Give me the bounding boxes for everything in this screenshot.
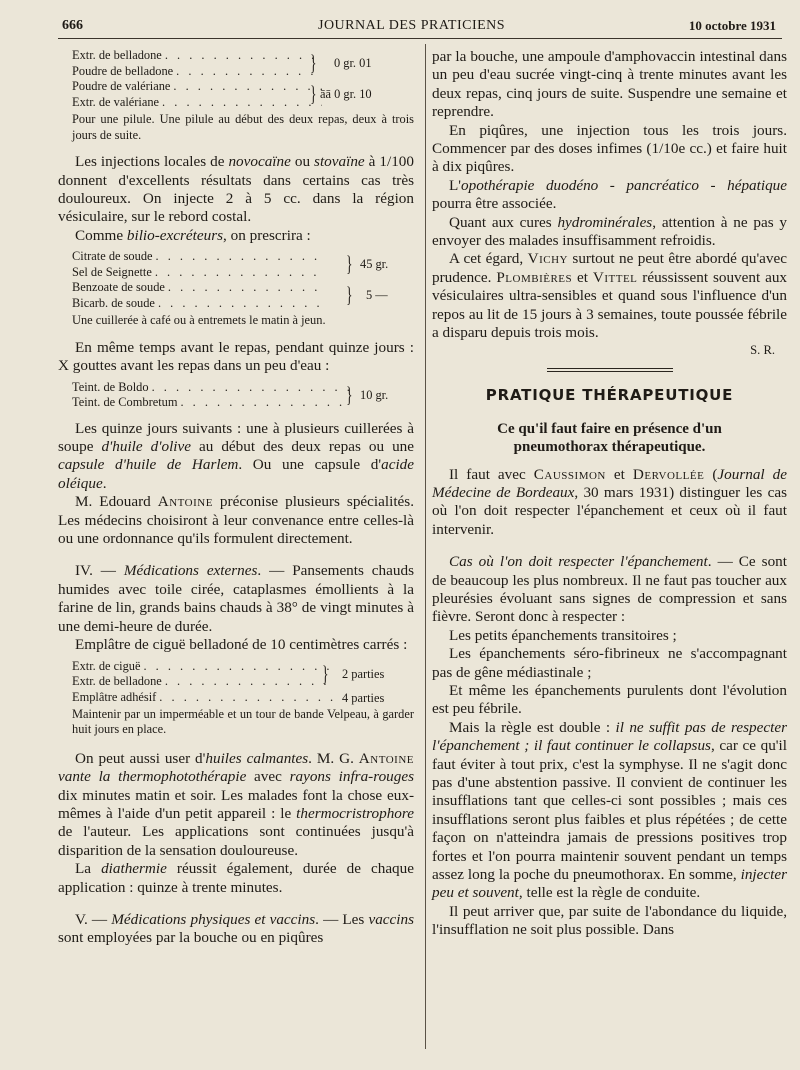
article-title: Ce qu'il faut faire en présence d'un pneumothorax thérapeutique.: [497, 420, 722, 455]
rx-dose: āā 0 gr. 10: [320, 87, 372, 101]
rx-item: Bicarb. de soude: [72, 296, 155, 310]
section-iv: IV. — Médications externes. — Pansements chauds humides avec toile cirée, cataplasmes émollients à la farine de lin, grands bains chauds à 38° de vingt minutes à une demi-heure de durée.: [58, 562, 414, 635]
paragraph: Les quinze jours suivants : une à plusieurs cuillerées à soupe d'huile d'olive au début des deux repas ou une capsule d'huile de Harlem. Ou une capsule d'acide oléique.: [58, 419, 414, 492]
page-number: 666: [62, 18, 83, 33]
brace: }: [310, 81, 317, 106]
rx-note: Maintenir par un imperméable et un tour de bande Velpeau, à garder huit jours en place.: [72, 706, 414, 737]
prescription-salts: [58, 249, 414, 313]
rx-item: Emplâtre adhésif: [72, 689, 157, 704]
paragraph: par la bouche, une ampoule d'amphovaccin intestinal dans un peu d'eau sucrée vingt-cinq à trente minutes avant les deux repas, cinq jours de suite. Suspendre une semaine et reprendre.: [432, 48, 787, 121]
paragraph: Les injections locales de novocaïne ou stovaïne à 1/100 donnent d'excellents résultats dans certains cas très douloureux. On injecte 2 à 5 cc. dans la région vésiculaire, sur le rebord costal.: [58, 153, 414, 226]
rx-item: Extr. de valériane: [72, 94, 160, 109]
paragraph: L'opothérapie duodéno - pancréatico - hépatique pourra être associée.: [432, 176, 787, 213]
brace: }: [346, 381, 353, 407]
rx-item: Teint. de Combretum: [72, 395, 178, 410]
prescription-tinctures: [58, 380, 414, 412]
right-column: [432, 48, 787, 940]
paragraph: On peut aussi user d'huiles calmantes. M. G. Antoine vante la thermophotothérapie avec rayons infra-rouges dix minutes matin et soir. Les malades font la chose eux-mêmes à l'aide d'un petit appareil : le thermocristrophore de l'auteur. Les applications sont continuées jusqu'à disparition de la sensation douloureuse.: [58, 749, 414, 859]
brace: }: [310, 50, 317, 75]
paragraph: Emplâtre de ciguë belladoné de 10 centimètres carrés :: [75, 636, 408, 654]
paragraph: Il peut arriver que, par suite de l'abondance du liquide, l'insufflation ne soit plus possible. Dans: [432, 902, 787, 939]
rx-dose: 5 —: [366, 288, 388, 303]
paragraph: Les petits épanchements transitoires ;: [449, 626, 677, 644]
rx-dose: 0 gr. 01: [334, 56, 372, 70]
paragraph: La diathermie réussit également, durée de chaque application : quinze à trente minutes.: [58, 860, 414, 896]
brace: }: [322, 660, 329, 686]
brace: }: [346, 251, 353, 277]
journal-title: JOURNAL DES PRATICIENS: [318, 18, 506, 33]
paragraph: Les épanchements séro-fibrineux ne s'accompagnant pas de gêne médiastinale ;: [432, 645, 787, 681]
paragraph: Quant aux cures hydrominérales, attention à ne pas y envoyer des malades insuffisamment refroidis.: [432, 213, 788, 250]
rx-item: Poudre de valériane: [72, 79, 171, 94]
paragraph: En même temps avant le repas, pendant quinze jours : X gouttes avant les repas dans un peu d'eau :: [58, 338, 414, 375]
paragraph: Mais la règle est double : il ne suffit pas de respecter l'épanchement ; il faut continuer le collapsus, car ce qu'il faut éviter à tout prix, c'est la symphyse. Il ne s'agit donc pas d'une abstention passive. Il convient de continuer les insufflations tant que celles-ci sont possibles ; mais ces insufflations seront plus faibles et plus répétées ; de cette façon on n'atteindra jamais de pressions positives trop fortes et l'on pourra maintenir souvent pendant un temps assez long la poche du pneumothorax. En somme, injecter peu et souvent, telle est la règle de conduite.: [432, 718, 787, 902]
section-title: PRATIQUE THÉRAPEUTIQUE: [485, 385, 734, 404]
issue-date: 10 octobre 1931: [688, 18, 776, 33]
author-signature: S. R.: [750, 342, 775, 357]
paragraph: En piqûres, une injection tous les trois jours. Commencer par des doses infimes (1/10e cc.) et faire huit à dix piqûres.: [432, 121, 787, 176]
rx-dose: 45 gr.: [360, 257, 389, 272]
paragraph: A cet égard, Vichy surtout ne peut être abordé qu'avec prudence. Plombières et Vittel réussissent souvent aux vésiculaires ultra-sensibles et quand sous l'influence d'un repos au lit de 15 jours à 3 semaines, toute poussée fébrile a disparu depuis trois mois.: [432, 250, 788, 342]
rx-item: Extr. de belladone: [72, 674, 162, 689]
paragraph: Comme bilio-excréteurs, on prescrira :: [75, 226, 311, 244]
paragraph: Il faut avec Caussimon et Dervollée (Journal de Médecine de Bordeaux, 30 mars 1931) distinguer les cas où l'on doit respecter l'épanchement et ceux où il faut intervenir.: [432, 465, 787, 538]
rx-item: Sel de Seignette: [72, 264, 152, 279]
brace: }: [346, 282, 353, 308]
rx-item: Extr. de ciguë: [72, 658, 141, 673]
rx-note: Une cuillerée à café ou à entremets le matin à jeun.: [72, 313, 326, 328]
column-divider: [425, 44, 426, 1049]
paragraph: Cas où l'on doit respecter l'épanchement. — Ce sont de beaucoup les plus nombreux. Il ne faut pas toucher aux pleurésies évoluant sans signes de compression et sans fièvre. Seront donc à respecter :: [432, 553, 787, 626]
header-rule: [58, 38, 782, 39]
prescription-pill: [58, 48, 414, 112]
rx-item: Citrate de soude: [72, 249, 153, 264]
left-column: [58, 48, 414, 948]
rx-dose: 10 gr.: [360, 387, 389, 402]
rx-item: Teint. de Boldo: [72, 379, 149, 394]
rx-dose: 2 parties: [342, 666, 385, 681]
rx-dose: 4 parties: [342, 690, 385, 705]
rx-item: Extr. de belladone: [72, 48, 162, 62]
rx-note: Pour une pilule. Une pilule au début des deux repas, deux à trois jours de suite.: [72, 112, 414, 142]
rx-item: Benzoate de soude: [72, 280, 165, 295]
prescription-plaster: [58, 659, 414, 707]
page-header: [58, 18, 782, 36]
section-v: V. — Médications physiques et vaccins. — Les vaccins sont employées par la bouche ou en piqûres: [58, 910, 414, 947]
paragraph: Et même les épanchements purulents dont l'évolution est peu fébrile.: [432, 681, 787, 718]
rx-item: Poudre de belladone: [72, 63, 174, 78]
paragraph: M. Edouard Antoine préconise plusieurs spécialités. Les médecins choisiront à leur convenance entre celles-là ou une ordonnance qu'ils formulent directement.: [58, 493, 414, 548]
